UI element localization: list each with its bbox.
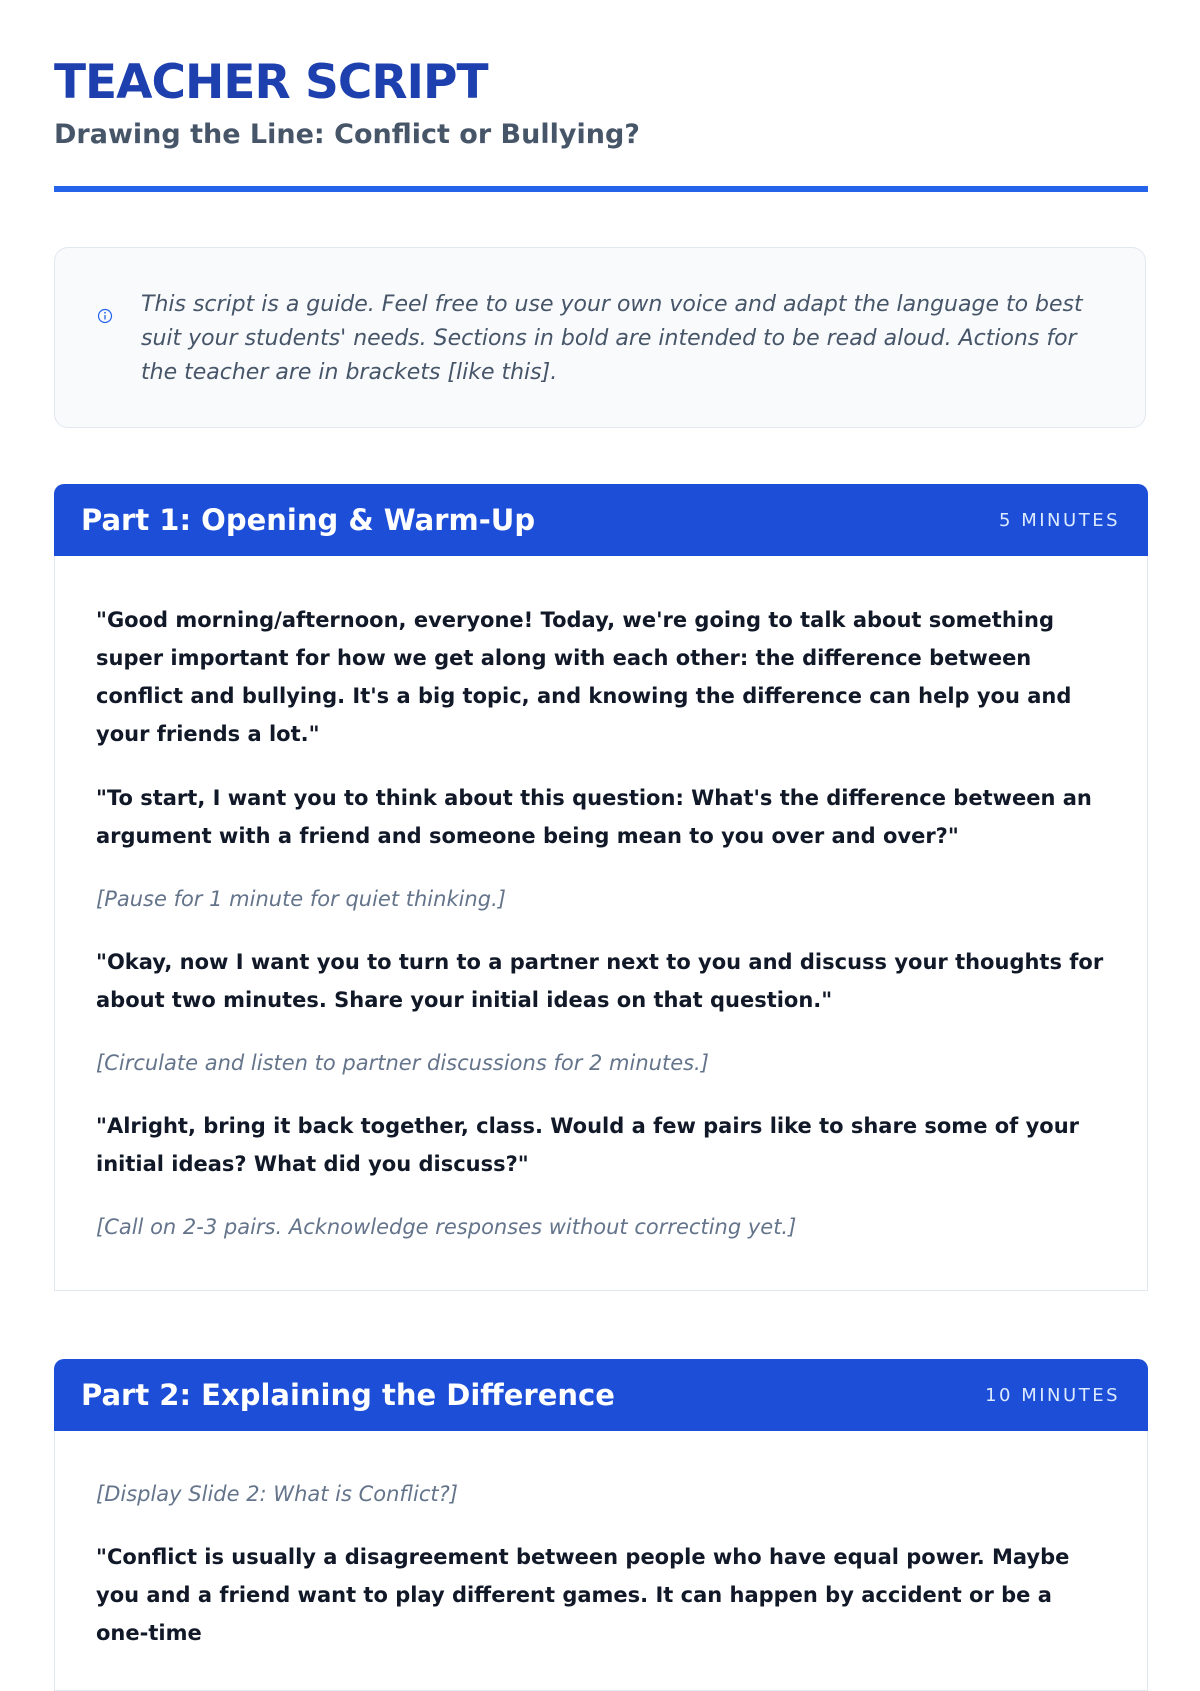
part-1-duration: 5 MINUTES [999, 510, 1120, 531]
instructions-note [54, 247, 1146, 428]
script-action: [Circulate and listen to partner discussions for 2 minutes.] [96, 1051, 709, 1075]
instructions-text: This script is a guide. Feel free to use your own voice and adapt the language to best suit your students' needs. Sections in bold are intended to be read aloud. Actions for the teacher are in brackets [like this]. [141, 292, 1083, 385]
script-action: [Pause for 1 minute for quiet thinking.] [96, 887, 506, 911]
part-2-title: Part 2: Explaining the Difference [81, 1378, 615, 1412]
lesson-subtitle: Drawing the Line: Conflict or Bullying? [54, 119, 640, 150]
part-1-body [54, 556, 1148, 1291]
part-2-body [54, 1431, 1148, 1691]
script-speech: "Alright, bring it back together, class. Would a few pairs like to share some of your initial ideas? What did you discuss?" [96, 1114, 1080, 1176]
part-1-header [54, 484, 1148, 556]
header-divider [54, 186, 1148, 192]
script-action: [Call on 2-3 pairs. Acknowledge responses without correcting yet.] [96, 1215, 797, 1239]
script-speech: "Conflict is usually a disagreement between people who have equal power. Maybe you and a friend want to play different games. It can happen by accident or be a one-time [96, 1545, 1070, 1645]
script-speech: "Good morning/afternoon, everyone! Today, we're going to talk about something super important for how we get along with each other: the difference between conflict and bullying. It's a big topic, and knowing the difference can help you and your friends a lot." [96, 608, 1072, 746]
part-2-header [54, 1359, 1148, 1431]
page-title: TEACHER SCRIPT [54, 55, 488, 110]
part-2-duration: 10 MINUTES [985, 1385, 1120, 1406]
part-2-script [96, 1476, 1111, 1678]
script-action: [Display Slide 2: What is Conflict?] [96, 1482, 458, 1506]
script-speech: "To start, I want you to think about this question: What's the difference between an argument with a friend and someone being mean to you over and over?" [96, 786, 1092, 848]
script-speech: "Okay, now I want you to turn to a partner next to you and discuss your thoughts for about two minutes. Share your initial ideas on that question." [96, 950, 1104, 1012]
part-1-title: Part 1: Opening & Warm-Up [81, 503, 536, 537]
document-header [54, 56, 1148, 152]
info-icon [97, 308, 113, 324]
part-1-script [96, 601, 1111, 1271]
